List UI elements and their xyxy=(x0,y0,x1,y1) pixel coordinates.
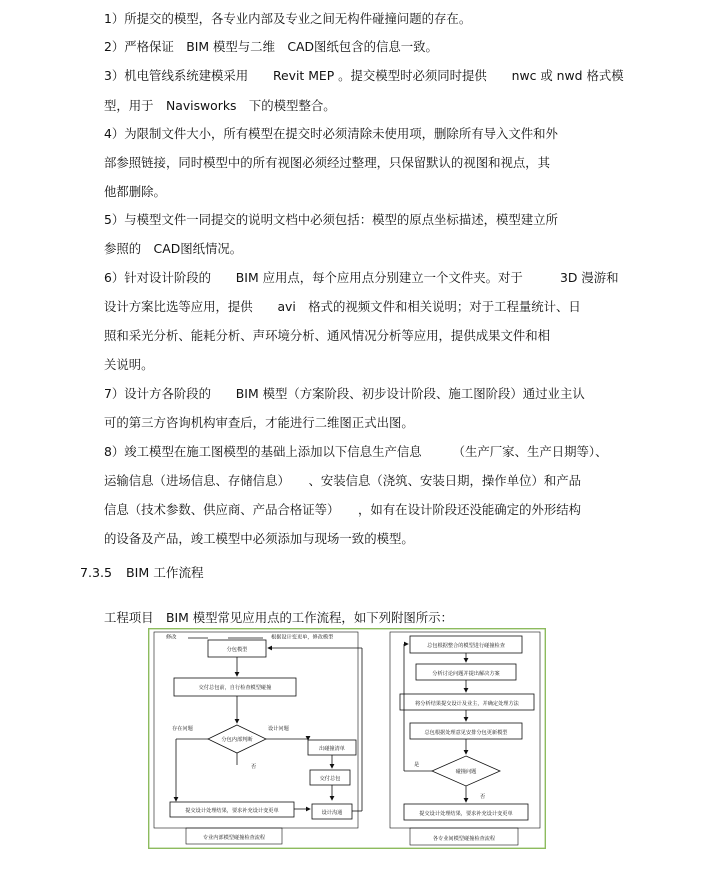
paragraph-line: 可的第三方咨询机构审查后，才能进行二维图正式出图。 xyxy=(104,415,414,430)
paragraph-line: 1）所提交的模型，各专业内部及专业之间无构件碰撞问题的存在。 xyxy=(104,11,472,26)
paragraph-line: 3）机电管线系统建模采用 Revit MEP 。提交模型时必须同时提供 nwc 或 nwd 格式模 xyxy=(104,68,624,83)
caption-left: 专业内部模型碰撞检查流程 xyxy=(202,835,266,841)
node-step-3: 将分析结果提交设计及业主，并确定处理方法 xyxy=(415,701,519,707)
label-no-right: 否 xyxy=(480,794,486,800)
node-self-check: 交付总包前，自行检查模型碰撞 xyxy=(198,685,272,691)
node-step-2: 分析讨论问题并提出解决方案 xyxy=(432,671,500,677)
label-yes: 是 xyxy=(414,762,420,768)
label-modify: 修改 xyxy=(166,634,177,641)
workflow-figure xyxy=(148,628,546,849)
paragraph-line: 照和采光分析、能耗分析、声环境分析、通风情况分析等应用，提供成果文件和相 xyxy=(104,328,551,343)
node-step-4: 总包根据处理意见安排分包更新模型 xyxy=(424,730,508,736)
node-step-1: 总包根据整合的模型进行碰撞检查 xyxy=(427,643,505,649)
paragraph-line: 参照的 CAD图纸情况。 xyxy=(104,241,243,256)
node-sub-model: 分包模型 xyxy=(226,647,248,653)
paragraph-line: 6）针对设计阶段的 BIM 应用点，每个应用点分别建立一个文件夹。对于 3D 漫游和 xyxy=(104,270,619,285)
paragraph-line: 2）严格保证 BIM 模型与二维 CAD图纸包含的信息一致。 xyxy=(104,39,438,54)
node-design-communication: 设计沟通 xyxy=(321,810,343,816)
paragraph-line: 型，用于 Navisworks 下的模型整合。 xyxy=(104,98,336,113)
node-step-5: 提交设计处理结果，要求补充设计变更单 xyxy=(419,811,513,817)
paragraph-line: 设计方案比选等应用，提供 avi 格式的视频文件和相关说明；对于工程量统计、日 xyxy=(104,299,581,314)
paragraph-line: 他都删除。 xyxy=(104,184,166,199)
paragraph-line: 信息（技术参数、供应商、产品合格证等） ，如有在设计阶段还没能确定的外形结构 xyxy=(104,502,582,517)
figure-intro: 工程项目 BIM 模型常见应用点的工作流程，如下列附图所示： xyxy=(104,610,453,625)
paragraph-line: 运输信息（进场信息、存储信息） 、安装信息（浇筑、安装日期，操作单位）和产品 xyxy=(104,473,582,488)
paragraph-line: 4）为限制文件大小，所有模型在提交时必须清除未使用项，删除所有导入文件和外 xyxy=(104,126,558,141)
caption-right: 各专业间模型碰撞检查流程 xyxy=(432,836,496,842)
paragraph-line: 部参照链接，同时模型中的所有视图必须经过整理，只保留默认的视图和视点，其 xyxy=(104,155,551,170)
paragraph-line: 7）设计方各阶段的 BIM 模型（方案阶段、初步设计阶段、施工图阶段）通过业主认 xyxy=(104,386,585,401)
section-number: 7.3.5 xyxy=(80,565,113,580)
paragraph-line: 8）竣工模型在施工图模型的基础上添加以下信息生产信息 （生产厂家、生产日期等）、 xyxy=(104,444,608,459)
label-design-issue: 设计问题 xyxy=(268,726,289,732)
node-internal-judgement: 分包内部判断 xyxy=(221,737,253,743)
paragraph-line: 的设备及产品，竣工模型中必须添加与现场一致的模型。 xyxy=(104,531,414,546)
section-title: BIM 工作流程 xyxy=(126,565,204,580)
label-existing-issue: 存在问题 xyxy=(172,726,193,732)
node-submit-result: 提交设计处理结果，要求补充设计变更单 xyxy=(185,808,279,814)
section-heading xyxy=(80,565,204,581)
node-deliver-gc: 交付总包 xyxy=(319,776,341,782)
paragraph-line: 关说明。 xyxy=(104,357,154,372)
label-revise-model: 根据设计变更单，修改模型 xyxy=(271,634,334,641)
node-clash-decision: 碰撞问题 xyxy=(455,769,477,775)
node-clash-list: 出碰撞清单 xyxy=(319,746,345,752)
label-no: 否 xyxy=(251,764,257,770)
paragraph-line: 5）与模型文件一同提交的说明文档中必须包括：模型的原点坐标描述，模型建立所 xyxy=(104,212,558,227)
